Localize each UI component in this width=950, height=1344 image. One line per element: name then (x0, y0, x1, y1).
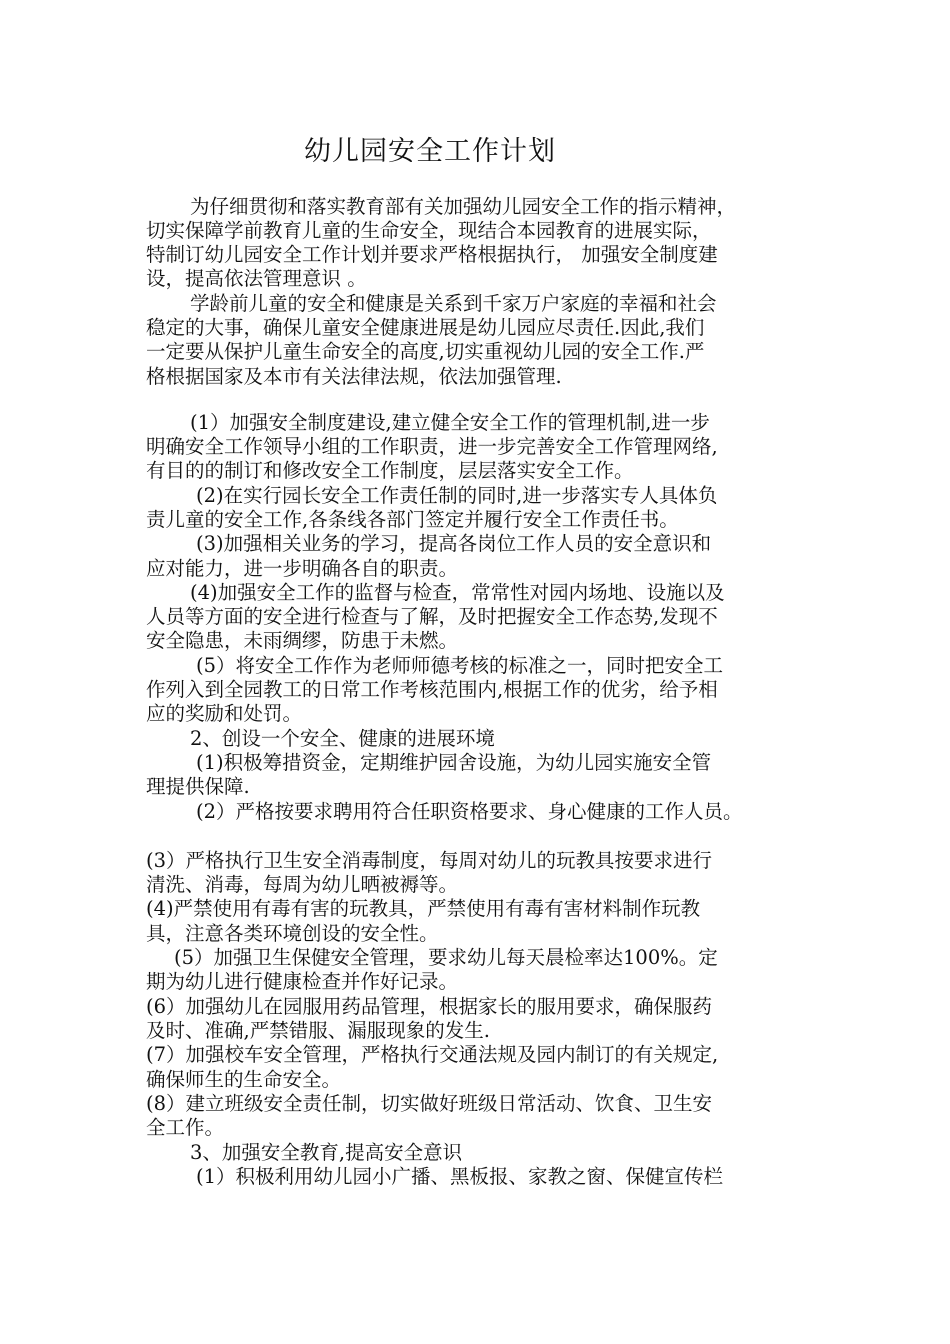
body-line: (5）加强卫生保健安全管理，要求幼儿每天晨检率达100%。定 (174, 946, 718, 969)
section-heading: 3、加强安全教育,提高安全意识 (190, 1141, 463, 1164)
body-line: (2)在实行园长安全工作责任制的同时,进一步落实专人具体负 (196, 484, 718, 507)
body-line: (1)积极筹措资金，定期维护园舍设施，为幼儿园实施安全管 (196, 751, 712, 774)
body-line: 特制订幼儿园安全工作计划并要求严格根据执行， 加强安全制度建 (146, 243, 718, 266)
body-line: (3）严格执行卫生安全消毒制度，每周对幼儿的玩教具按要求进行 (146, 849, 713, 872)
body-line: 学龄前儿童的安全和健康是关系到千家万户家庭的幸福和社会 (190, 292, 717, 315)
body-line: 明确安全工作领导小组的工作职责，进一步完善安全工作管理网络, (146, 435, 718, 458)
body-line: 为仔细贯彻和落实教育部有关加强幼儿园安全工作的指示精神， (190, 195, 737, 218)
document-title: 幼儿园安全工作计划 (304, 136, 556, 167)
body-line: 清洗、消毒，每周为幼儿晒被褥等。 (146, 873, 459, 896)
body-line: 及时、准确,严禁错服、漏服现象的发生. (146, 1019, 490, 1042)
body-line: 具，注意各类环境创设的安全性。 (146, 922, 439, 945)
body-line: (2）严格按要求聘用符合任职资格要求、身心健康的工作人员。 (196, 800, 743, 823)
body-line: 理提供保障. (146, 775, 250, 798)
body-line: 期为幼儿进行健康检查并作好记录。 (146, 970, 459, 993)
body-line: (6）加强幼儿在园服用药品管理，根据家长的服用要求，确保服药 (146, 995, 713, 1018)
body-line: 有目的的制订和修改安全工作制度，层层落实安全工作。 (146, 459, 634, 482)
body-line: (4)严禁使用有毒有害的玩教具，严禁使用有毒有害材料制作玩教 (146, 897, 701, 920)
body-line: (7）加强校车安全管理，严格执行交通法规及园内制订的有关规定, (146, 1043, 719, 1066)
body-line: 应的奖励和处罚。 (146, 702, 303, 725)
body-line: 安全隐患，未雨绸缪，防患于未燃。 (146, 629, 459, 652)
body-line: 切实保障学前教育儿童的生命安全，现结合本园教育的进展实际， (146, 219, 712, 242)
body-line: 稳定的大事，确保儿童安全健康进展是幼儿园应尽责任.因此,我们 (146, 316, 705, 339)
body-line: 作列入到全园教工的日常工作考核范围内,根据工作的优劣，给予相 (146, 678, 718, 701)
body-line: 应对能力，进一步明确各自的职责。 (146, 557, 459, 580)
body-line: 人员等方面的安全进行检查与了解，及时把握安全工作态势,发现不 (146, 605, 718, 628)
section-heading: 2、创设一个安全、健康的进展环境 (190, 727, 495, 750)
body-line: 确保师生的生命安全。 (146, 1068, 342, 1091)
body-line: (3)加强相关业务的学习，提高各岗位工作人员的安全意识和 (196, 532, 712, 555)
body-line: (5）将安全工作作为老师师德考核的标准之一，同时把安全工 (196, 654, 724, 677)
body-line: (4)加强安全工作的监督与检查，常常性对园内场地、设施以及 (190, 581, 725, 604)
body-line: (1）加强安全制度建设,建立健全安全工作的管理机制,进一步 (190, 411, 710, 434)
body-line: 全工作。 (146, 1116, 225, 1139)
body-line: 一定要从保护儿童生命安全的高度,切实重视幼儿园的安全工作.严 (146, 340, 705, 363)
body-line: (1）积极利用幼儿园小广播、黑板报、家教之窗、保健宣传栏 (196, 1165, 724, 1188)
body-line: (8）建立班级安全责任制，切实做好班级日常活动、饮食、卫生安 (146, 1092, 713, 1115)
body-line: 责儿童的安全工作,各条线各部门签定并履行安全工作责任书。 (146, 508, 679, 531)
body-line: 设，提高依法管理意识 。 (146, 267, 367, 290)
body-line: 格根据国家及本市有关法律法规，依法加强管理. (146, 365, 562, 388)
